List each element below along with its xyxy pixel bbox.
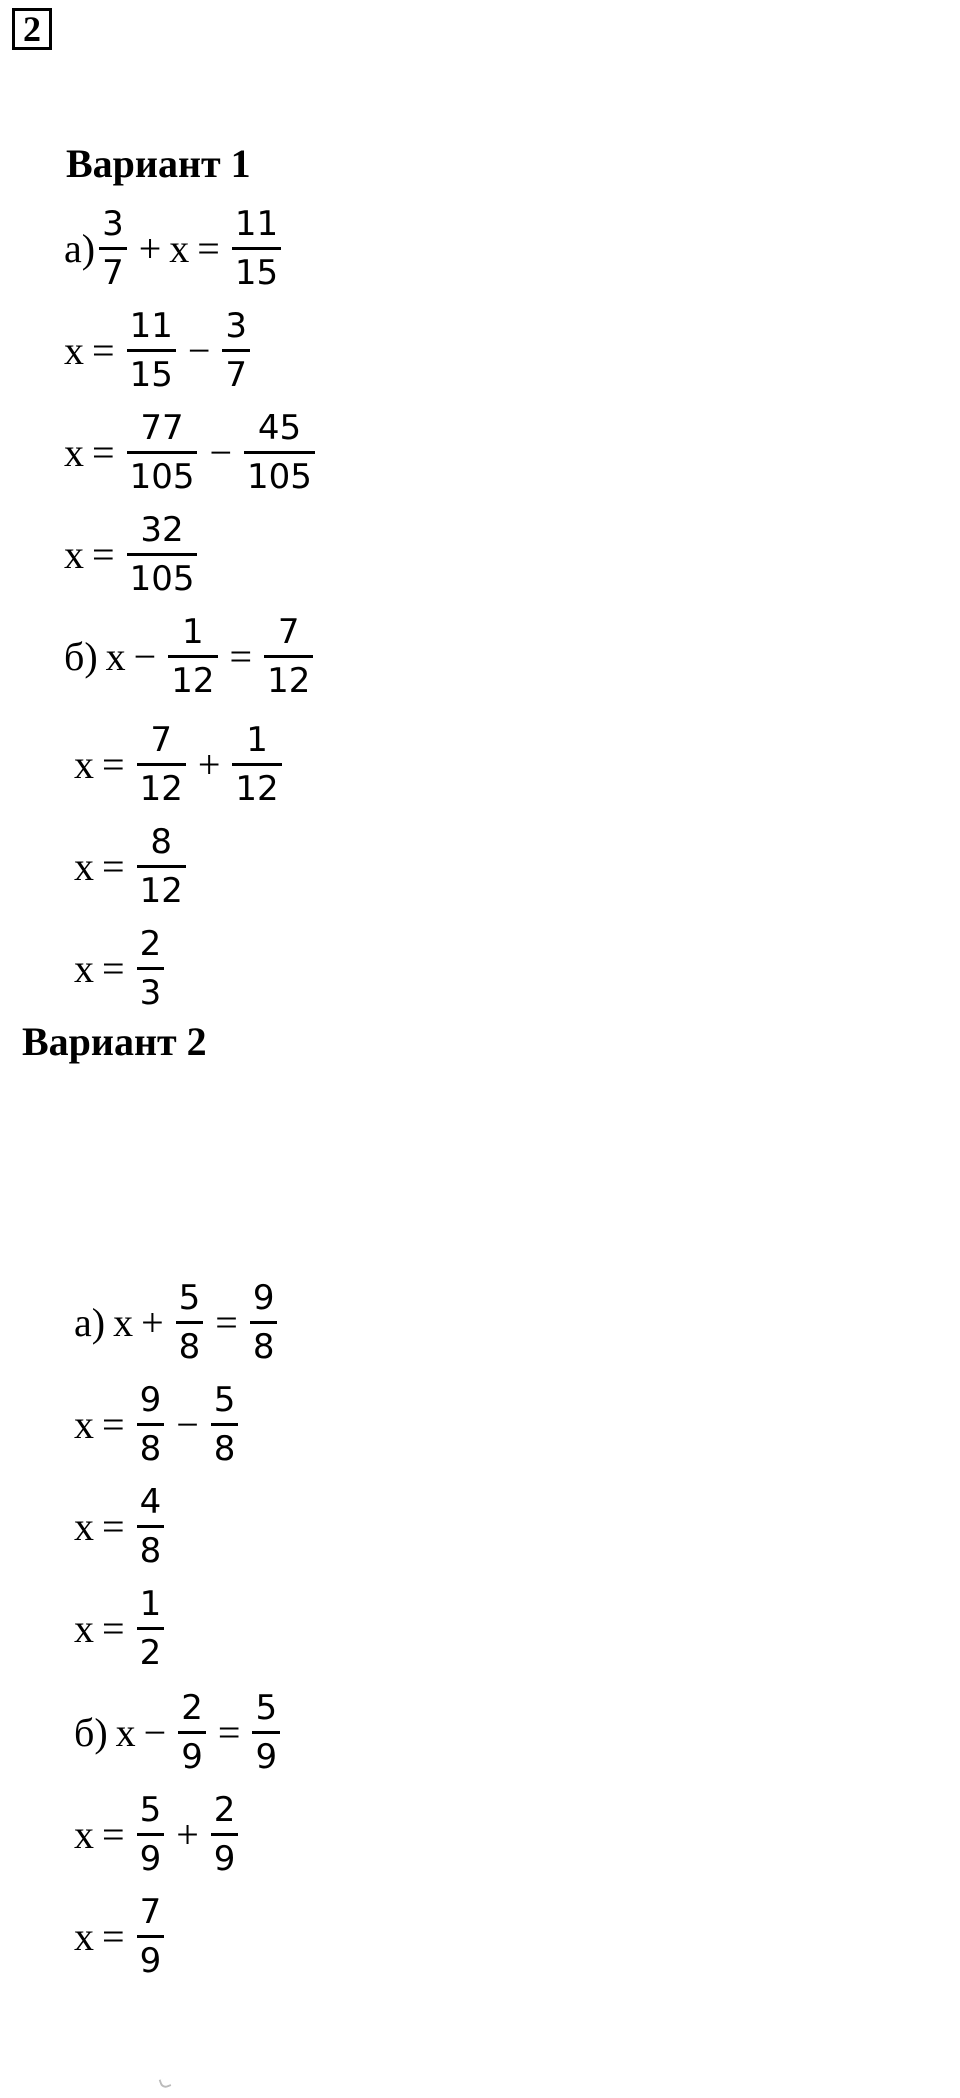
variable-x: x [64,327,84,373]
equals-sign: = [102,1811,125,1857]
minus-sign: − [187,327,211,373]
fraction: $\frac{5}{8}$ [176,1275,204,1370]
fraction: $\frac{7}{12}$ [264,609,313,704]
variable-x: x [74,1811,94,1857]
variable-x: x [64,531,84,577]
fraction: $\frac{3}{7}$ [222,303,250,398]
minus-sign: − [143,1709,167,1755]
fraction: $\frac{4}{8}$ [137,1479,165,1574]
fraction: $\frac{11}{15}$ [127,303,176,398]
v1-a-step-1 [64,298,254,402]
variant-1-title: Вариант 1 [66,141,251,186]
fraction: $\frac{8}{12}$ [137,819,186,914]
fraction: $\frac{2}{9}$ [178,1685,206,1780]
variable-x: x [105,633,126,679]
fraction: $\frac{2}{9}$ [211,1787,239,1882]
equals-sign: = [102,945,125,991]
variable-x: x [74,1913,94,1959]
fraction: $\frac{1}{2}$ [137,1581,165,1676]
v2-a-equation [74,1270,281,1374]
fraction: $\frac{1}{12}$ [232,717,281,812]
variable-x: x [74,843,94,889]
equals-sign: = [102,741,125,787]
equals-sign: = [197,225,220,271]
part-b-label: б) [74,1709,108,1755]
part-a-label: а) [74,1299,106,1345]
v1-a-step-2 [64,400,319,504]
variable-x: x [169,225,190,271]
variant-2-title: Вариант 2 [22,1019,207,1064]
equals-sign: = [102,1913,125,1959]
fraction: $\frac{5}{8}$ [211,1377,239,1472]
minus-sign: − [133,633,157,679]
v1-b-equation [64,604,317,708]
fraction: $\frac{7}{12}$ [137,717,186,812]
equals-sign: = [215,1299,238,1345]
v2-b-equation [74,1680,284,1784]
fraction: $\frac{2}{3}$ [137,921,165,1016]
equals-sign: = [217,1709,241,1755]
minus-sign: − [209,429,233,475]
fraction: $\frac{3}{7}$ [99,201,127,296]
equals-sign: = [229,633,253,679]
fraction: $\frac{9}{8}$ [137,1377,165,1472]
v1-a-answer [64,502,201,606]
v2-b-answer [74,1884,168,1988]
v2-a-step-2 [74,1474,168,1578]
task-number-badge: 2 [12,8,52,50]
variable-x: x [74,1605,94,1651]
variable-x: x [74,1503,94,1549]
v1-a-equation [64,196,285,300]
variable-x: x [74,945,94,991]
fraction: $\frac{77}{105}$ [127,405,198,500]
variable-x: x [113,1299,134,1345]
fraction: $\frac{7}{9}$ [137,1889,165,1984]
fraction: $\frac{9}{8}$ [250,1275,278,1370]
plus-sign: + [141,1299,164,1345]
equals-sign: = [102,1401,125,1447]
variable-x: x [74,741,94,787]
variable-x: x [64,429,84,475]
variable-x: x [74,1401,94,1447]
plus-sign: + [176,1811,199,1857]
fraction: $\frac{11}{15}$ [232,201,281,296]
scan-artifact [159,2077,172,2090]
fraction: $\frac{45}{105}$ [244,405,315,500]
part-a-label: а) [64,225,96,271]
plus-sign: + [197,741,221,787]
v2-a-step-1 [74,1372,242,1476]
fraction: $\frac{5}{9}$ [137,1787,165,1882]
equals-sign: = [92,327,115,373]
equals-sign: = [92,531,115,577]
fraction: $\frac{5}{9}$ [252,1685,280,1780]
v1-b-answer [74,916,168,1020]
equals-sign: = [102,843,125,889]
v2-a-answer [74,1576,168,1680]
part-b-label: б) [64,633,98,679]
fraction: $\frac{32}{105}$ [127,507,198,602]
v1-b-step-1 [74,712,286,816]
variable-x: x [115,1709,136,1755]
equals-sign: = [102,1503,125,1549]
minus-sign: − [176,1401,199,1447]
fraction: $\frac{1}{12}$ [168,609,217,704]
equals-sign: = [102,1605,125,1651]
v2-b-step-1 [74,1782,242,1886]
plus-sign: + [138,225,162,271]
v1-b-step-2 [74,814,190,918]
equals-sign: = [92,429,115,475]
